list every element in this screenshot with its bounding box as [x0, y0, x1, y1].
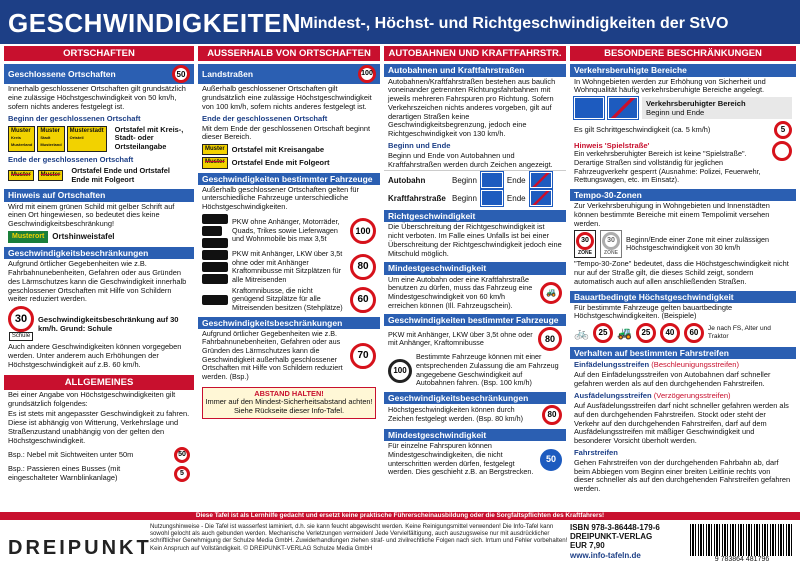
col2-sign2-label: Ortstafel Ende mit Folgeort — [231, 158, 330, 168]
mg-head: Mindestgeschwindigkeit — [384, 262, 566, 274]
column-autobahnen — [384, 44, 566, 512]
zone-label: Beginn/Ende einer Zone mit einer zulässigen Höchstgeschwindigkeit von 30 km/h — [626, 234, 770, 253]
limit-30-sign: 30 — [8, 306, 34, 332]
step-text: Es gilt Schrittgeschwindigkeit (ca. 5 km/h) — [574, 124, 711, 134]
col2-sign1-label: Ortstafel mit Kreisangabe — [231, 145, 325, 155]
town-end-sign-2: Muster — [38, 170, 64, 181]
publication-meta — [570, 523, 660, 560]
v1-text: PKW ohne Anhänger, Motorräder, Quads, Trikes sowie Lieferwagen und Wohnmobile bis max 3,5t — [232, 216, 340, 244]
col1-end-head: Ende der geschlossenen Ortschaft — [8, 154, 134, 164]
col3-v2-text: Bestimmte Fahrzeuge können mit einer entsprechenden Zulassung die am Fahrzeug angegebene Geschwindigkeit auf Autobahnen fahren. (Bsp. 100 km/h) — [416, 352, 559, 388]
col2-end-text: Mit dem Ende der geschlossenen Ortschaft beginnt dieser Bereich. — [202, 123, 371, 142]
ex2-limit-sign: 5 — [174, 466, 190, 482]
col2-s2: Geschwindigkeiten bestimmter Fahrzeuge — [198, 173, 380, 185]
col1-s2: Hinweis auf Ortschaften — [4, 189, 194, 201]
col3-s2: Geschwindigkeiten bestimmter Fahrzeuge — [384, 314, 566, 326]
column-besondere — [570, 44, 796, 512]
row-autobahn: Autobahn — [388, 175, 426, 185]
bicycle-icon: 🚲 — [574, 325, 589, 340]
limit-50-sign: 50 — [172, 65, 190, 83]
col3-s1-text: Autobahnen/Kraftfahrstraßen bestehen aus baulich voneinander getrennten Richtungsfahrbahnen mit jeweils mehreren Fahrspuren pro Richtung. Sofern Verkehrszeichen nichts anderes vorgeben, gilt auf derartigen Straßen keine Geschwindigkeitsbegrenzung, jedoch eine Richtgeschwindigkeit von 130 km/h. — [388, 76, 556, 138]
truck-icon — [202, 262, 228, 272]
hint-label: Ortshinweistafel — [52, 232, 115, 242]
car-icon — [202, 214, 228, 224]
e-sub: (Beschleunigungsstreifen) — [651, 360, 740, 370]
col4-s3: Bauartbedingte Höchstgeschwindigkeit — [570, 291, 796, 303]
kfs-ende-label: Ende — [506, 193, 526, 203]
a-text: Auf Ausfädelungsstreifen darf nicht schneller gefahren werden als auf den durchgehenden Fahrstreifen. Stockt oder steht der Verkehr auf den durchgehenden Fahrstreifen, darf auf dem Ausfädelungsstreifen mit mäßiger Geschwindigkeit und besonderer Vorsicht überholt werden. — [574, 401, 789, 445]
town-sign-folgeort: Muster — [202, 157, 228, 168]
col4-head: BESONDERE BESCHRÄNKUNGEN — [570, 46, 796, 61]
gen-text2: Es ist stets mit angepasster Geschwindigkeit zu fahren. Diese ist abhängig von Witterung, Verkehrslage und Straßenzustand unabhängig von der gelten den Höchstgeschwindigkeit. — [8, 409, 190, 445]
spiel-text: Ein verkehrsberuhigter Bereich ist keine "Spielstraße". Derartige Straßen sind vollständig für jeglichen Fahrzeugverkehr gesperrt (Ausnahme: Polizei, Feuerwehr, Rettungswagen, etc. im Einsatz). — [574, 149, 761, 185]
col3-v1-text: PKW mit Anhänger, LKW über 3,5t ohne oder mit Anhänger, Kraftomnibusse — [388, 329, 533, 348]
bau3-limit: 40 — [660, 323, 680, 343]
warn-head: ABSTAND HALTEN! — [254, 388, 324, 398]
col3-s3-text: Höchstgeschwindigkeiten können durch Zeichen festgelegt werden. (Bsp. 80 km/h) — [388, 405, 524, 424]
col2-s3-text: Aufgrund örtlicher Gegebenheiten wie z.B. Fahrbahnunebenheiten, Gefahren oder aus Gründen des Lärmschutzes kann die Geschwindigkeit außerhalb geschlossener Ortschaften mit Hilfe von Schildern reduziert werden. (Bsp.) — [202, 328, 343, 381]
autobahn-ende-label: Ende — [506, 175, 526, 185]
col4-s3-text: Für bestimmte Fahrzeuge gelten bauartbedingte Höchstgeschwindigkeiten. (Beispiele) — [574, 302, 733, 321]
col1-s3-text2: Auch andere Geschwindigkeiten können vorgegeben werden. Unter anderem auch Erhöhungen der Höchstgeschwindigkeit auf z.B. 60 km/h. — [8, 342, 182, 369]
brand-logo: DREIPUNKT — [8, 537, 152, 559]
town-end-sign-1: Muster — [8, 170, 34, 181]
tractor-icon: 🚜 — [616, 325, 632, 340]
col4-s4: Verhalten auf bestimmten Fahrstreifen — [570, 347, 796, 359]
footer-warning: Diese Tafel ist als Lernhilfe gedacht und ersetzt keine praktische Führerscheinausbildung oder die Sorgfaltspflichten des Kraftfahrers! — [0, 512, 800, 520]
v4-limit-sign: 60 — [350, 287, 376, 313]
col3-s4: Mindestgeschwindigkeit — [384, 429, 566, 441]
kfs-beginn-label: Beginn — [452, 193, 477, 203]
zone-end-sign: 30 ZONE — [600, 230, 622, 258]
col4-s2: Tempo-30-Zonen — [570, 189, 796, 201]
col3-v1-limit: 80 — [538, 327, 562, 351]
f-head: Fahrstreifen — [574, 447, 618, 457]
a-sub: (Verzögerungsstreifen) — [653, 390, 731, 400]
col2-head: AUSSERHALB VON ORTSCHAFTEN — [198, 46, 380, 61]
no-vehicles-sign — [772, 141, 792, 161]
e-head: Einfädelungsstreifen — [574, 360, 650, 370]
autobahn-end-sign — [530, 172, 552, 188]
gen-text: Bei einer Angabe von Höchstgeschwindigkeiten gilt grundsätzlich folgendes: — [8, 389, 176, 408]
no-tractor-sign: 🚜 — [540, 282, 562, 304]
bau-note: Je nach FS, Alter und Traktor — [707, 325, 771, 341]
bau1-limit: 25 — [593, 323, 613, 343]
v2-limit-sign: 80 — [350, 254, 376, 280]
col1-begin-text: Ortstafel mit Kreis-, Stadt- oder Ortsteilangabe — [114, 124, 184, 152]
autobahn-beginn-label: Beginn — [452, 175, 477, 185]
website: www.info-tafeln.de — [570, 550, 641, 560]
distance-warning — [202, 387, 376, 420]
min-speed-sign: 50 — [540, 449, 562, 471]
rg-head: Richtgeschwindigkeit — [384, 210, 566, 222]
page-title: GESCHWINDIGKEITEN — [8, 8, 302, 38]
ex2-text: Bsp.: Passieren eines Busses (mit eingeschalteter Warnblinkanlage) — [8, 464, 121, 483]
col4-s2-text: Zur Verkehrsberuhigung in Wohngebieten und Innenstädten können bestimmte Bereiche mit einem Tempolimit versehen werden. — [574, 201, 770, 228]
col3-s3: Geschwindigkeitsbeschränkungen — [384, 392, 566, 404]
school-plate: Schule — [9, 332, 33, 341]
col2-end-head: Ende der geschlossenen Ortschaft — [202, 113, 328, 123]
page-subtitle: Mindest-, Höchst- und Richtgeschwindigkeiten der StVO — [300, 15, 729, 32]
col2-s3: Geschwindigkeitsbeschränkungen — [198, 317, 380, 329]
barcode-number: 9 783864 481796 — [690, 556, 794, 564]
bus-standing-icon — [202, 295, 228, 305]
col1-s3: Geschwindigkeitsbeschränkungen — [4, 247, 194, 259]
warn-text: Immer auf den Mindest-Sicherheitsabstand achten! Siehe Rückseite dieser Info-Tafel. — [205, 397, 373, 416]
car-trailer-icon — [202, 250, 228, 260]
bau4-limit: 60 — [684, 323, 704, 343]
col3-s4-text: Für einzelne Fahrspuren können Mindestgeschwindigkeiten, die nicht unterschritten werden dürfen, festgelegt werden. Dies geschieht z.B. an Bergstrecken. — [388, 441, 534, 477]
v1-limit-sign: 100 — [350, 218, 376, 244]
camper-icon — [202, 238, 228, 248]
step-limit-sign: 5 — [774, 121, 792, 139]
col3-head: AUTOBAHNEN UND KRAFTFAHRSTR. — [384, 46, 566, 61]
col2-s2-text: Außerhalb geschlossener Ortschaften gelten für unterschiedliche Fahrzeuge unterschiedliche Höchstgeschwindigkeiten. — [202, 184, 359, 212]
autobahn-begin-sign — [481, 172, 503, 188]
usage-notes: Nutzungshinweise - Die Tafel ist wasserfest laminiert, d.h. sie kann feucht abgewischt werden. Keine Reinigungsmittel verwenden! Die Info-Tafel kann sowohl gelocht als auch gebunden werden. Mechanische Verletzungen vermeiden! Jede Vervielfältigung, auch auszugsweise nur mit ausdrücklicher schriftlicher Genehmigung der Schulze Media GmbH. Zuwiderhandlungen ziehen straf- und zivilrechtliche Folgen nach sich. Irrtum und Fehler vorbehalten! Kein Anspruch auf Vollständigkeit. © DREIPUNKT-VERLAG Schulze Media GmbH — [150, 523, 568, 552]
col4-s1: Verkehrsberuhigte Bereiche — [570, 64, 796, 76]
f-text: Gehen Fahrstreifen von der durchgehenden Fahrbahn ab, darf beim Abbiegen vom Beginn einer breiten Leitlinie rechts von dieser schneller als auf den durchgehenden Fahrstreifen gefahren werden. — [574, 457, 791, 494]
row-kraftfahrstrasse: Kraftfahrstraße — [388, 193, 446, 203]
kfs-begin-sign — [481, 190, 503, 206]
hint-sign: Musterort — [8, 231, 48, 243]
v4-text: Kraftomnibusse, die nicht genügend Sitzplätze für alle Mitreisenden besitzen (Stehplätze) — [232, 285, 343, 312]
town-sign-3: Musterstadt Ortsteil — [67, 126, 107, 152]
a-head: Ausfädelungsstreifen — [574, 390, 652, 400]
col3-s1: Autobahnen und Kraftfahrstraßen — [384, 64, 566, 76]
ex1-limit-sign: 50 — [174, 447, 190, 463]
col3-s3-limit: 80 — [542, 405, 562, 425]
limit-100-sign: 100 — [358, 65, 376, 83]
bau2-limit: 25 — [636, 323, 656, 343]
ex1-text: Bsp.: Nebel mit Sichtweiten unter 50m — [8, 449, 134, 459]
v2-text: PKW mit Anhänger, LKW über 3,5t ohne oder mit Anhänger — [232, 248, 343, 267]
column-ausserhalb — [198, 44, 380, 512]
col2-s1-text: Außerhalb geschlossener Ortschaften gilt grundsätzlich eine zulässige Höchstgeschwindigkeit von 100 km/h, sofern nichts anderes festgelegt ist. — [202, 84, 372, 111]
zone-begin-sign: 30 ZONE — [574, 230, 596, 258]
col3-be-head: Beginn und Ende — [388, 140, 451, 150]
vb-begin-sign — [574, 97, 604, 119]
kfs-end-sign — [530, 190, 552, 206]
col2-s1: Landstraßen — [202, 69, 254, 80]
motorcycle-icon — [202, 226, 222, 236]
col3-v2-limit: 100 — [388, 359, 412, 383]
e-text: Auf den Einfädelungsstreifen von Autobahnen darf schneller gefahren werden als auf den durchgehenden Fahrstreifen. — [574, 370, 771, 389]
col1-begin-head: Beginn der geschlossenen Ortschaft — [8, 113, 141, 123]
vb-sub: Beginn und Ende — [646, 108, 705, 118]
town-sign-kreis: Muster — [202, 144, 228, 155]
col1-s1: Geschlossene Ortschaften — [8, 69, 116, 80]
col1-s2-text: Wird mit einem grünen Schild mit gelber Schrift auf einen Ort hingewiesen, so bedeutet dies keine Geschwindigkeitsbeschränkung! — [8, 201, 175, 229]
col4-s1-text: In Wohngebieten werden zur Erhöhung von Sicherheit und Wohnqualität häufig verkehrsberuhigte Bereiche angelegt. — [574, 76, 766, 95]
bus-icon — [202, 274, 228, 284]
rg-text: Die Überschreitung der Richtgeschwindigkeit ist nicht verboten. Im Falle eines Unfalls ist bei einer Überschreitung der Richtgeschwindigkeit jedoch eine Mitschuld möglich. — [388, 222, 562, 258]
column-ortschaften — [4, 44, 194, 512]
vb-end-sign — [608, 97, 638, 119]
vb-label: Verkehrsberuhigter Bereich — [646, 99, 746, 109]
col1-s3-label: Geschwindigkeitsbeschränkung auf 30 km/h. Grund: Schule — [38, 314, 179, 333]
col1-s1-text: Innerhalb geschlossener Ortschaften gilt grundsätzlich eine zulässige Höchstgeschwindigkeit von 50 km/h, sofern nichts anderes festgelegt ist. — [8, 84, 186, 111]
col1-head: ORTSCHAFTEN — [4, 46, 194, 61]
col3-be-text: Beginn und Ende von Autobahnen und Kraftfahrstraßen werden durch Zeichen angezeigt. — [388, 150, 553, 169]
col1-s3-text: Aufgrund örtlicher Gegebenheiten wie z.B. Fahrbahnunebenheiten, Gefahren oder aus Gründen des Lärmschutzes kann die Geschwindigkeit innerhalb geschlossener Ortschaften mit Hilfe von Schildern weiter reduziert werden. — [8, 259, 187, 304]
price: EUR 7,90 — [570, 541, 605, 551]
town-sign-2: Muster Stadt Musterland — [37, 126, 64, 152]
col1-head2: ALLGEMEINES — [4, 375, 194, 390]
footer — [0, 520, 800, 566]
publisher: DREIPUNKT-VERLAG — [570, 532, 653, 542]
mg-text: Um eine Autobahn oder eine Kraftfahrstraße benutzen zu dürfen, muss das Fahrzeug eine Mindestgeschwindigkeit von 60 km/h erreichen können (Ill. Fahrzeugschein). — [388, 274, 533, 310]
limit-70-sign: 70 — [350, 343, 376, 369]
col1-end-text: Ortstafel Ende und Ortstafel Ende mit Folgeort — [71, 166, 170, 184]
zone-text: "Tempo-30-Zone" bedeutet, dass die Höchstgeschwindigkeit nicht nur auf der Straße gilt, die dieses Schild zeigt, sondern automatisch auch auf allen anschließenden Straßen. — [574, 259, 789, 286]
spiel-head: Hinweis 'Spielstraße' — [574, 141, 650, 151]
isbn: ISBN 978-3-86448-179-6 — [570, 523, 660, 532]
town-sign-1: Muster Kreis Musterland — [8, 126, 35, 152]
v3-text: Kraftomnibusse mit Sitzplätzen für alle Mitreisenden — [232, 266, 342, 284]
